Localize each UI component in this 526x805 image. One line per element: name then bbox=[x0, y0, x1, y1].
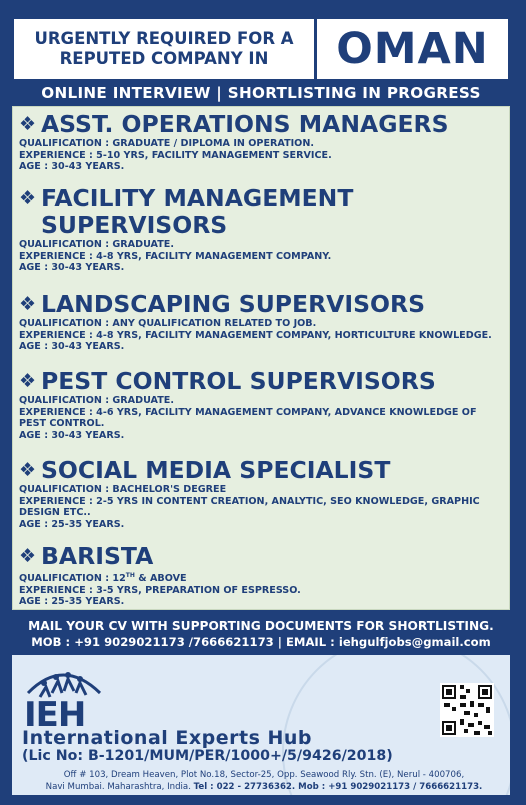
qr-code-icon bbox=[440, 683, 494, 737]
job-title-text: SOCIAL MEDIA SPECIALIST bbox=[41, 456, 391, 484]
job-title-text: FACILITY MANAGEMENT SUPERVISORS bbox=[41, 184, 354, 239]
company-name: International Experts Hub bbox=[22, 727, 313, 749]
diamond-bullet-icon: ❖ bbox=[19, 370, 37, 392]
qualification: QUALIFICATION : ANY QUALIFICATION RELATED TO JOB. bbox=[19, 318, 317, 329]
job-pest-control bbox=[19, 368, 505, 441]
job-title bbox=[19, 185, 505, 239]
mail-instruction: MAIL YOUR CV WITH SUPPORTING DOCUMENTS FOR SHORTLISTING. bbox=[28, 619, 494, 633]
qualification: QUALIFICATION : GRADUATE. bbox=[19, 395, 174, 406]
job-title-text: BARISTA bbox=[41, 542, 154, 570]
job-title-text: LANDSCAPING SUPERVISORS bbox=[41, 290, 426, 318]
age: AGE : 30-43 YEARS. bbox=[19, 341, 125, 353]
mail-band bbox=[12, 613, 510, 653]
experience: EXPERIENCE : 5-10 YRS, FACILITY MANAGEMENT SERVICE. bbox=[19, 149, 332, 161]
diamond-bullet-icon: ❖ bbox=[19, 293, 37, 315]
job-title-text: PEST CONTROL SUPERVISORS bbox=[41, 367, 436, 395]
footer bbox=[12, 655, 510, 795]
diamond-bullet-icon: ❖ bbox=[19, 113, 37, 135]
experience: EXPERIENCE : 2-5 YRS IN CONTENT CREATION, ANALYTIC, SEO KNOWLEDGE, GRAPHIC DESIGN ETC.. bbox=[19, 495, 480, 519]
experience: EXPERIENCE : 3-5 YRS, PREPARATION OF ESPRESSO. bbox=[19, 584, 301, 596]
header-box bbox=[12, 17, 510, 81]
job-title bbox=[19, 368, 505, 395]
experience: EXPERIENCE : 4-8 YRS, FACILITY MANAGEMENT COMPANY. bbox=[19, 250, 332, 262]
experience: EXPERIENCE : 4-6 YRS, FACILITY MANAGEMENT COMPANY, ADVANCE KNOWLEDGE OF PEST CONTROL. bbox=[19, 406, 477, 430]
interview-banner: ONLINE INTERVIEW | SHORTLISTING IN PROGRESS bbox=[41, 84, 481, 102]
job-title bbox=[19, 291, 505, 318]
age: AGE : 30-43 YEARS. bbox=[19, 161, 125, 173]
job-social-media bbox=[19, 457, 505, 530]
job-title bbox=[19, 457, 505, 484]
address-line-1: Off # 103, Dream Heaven, Plot No.18, Sector-25, Opp. Seawood Rly. Stn. (E), Nerul - 400706, bbox=[63, 770, 465, 780]
logo-text: IEH bbox=[24, 695, 86, 735]
qualification: QUALIFICATION : GRADUATE / DIPLOMA IN OPERATION. bbox=[19, 138, 315, 149]
qualification: QUALIFICATION : GRADUATE. bbox=[19, 239, 174, 250]
address bbox=[22, 769, 506, 793]
header-text bbox=[14, 19, 314, 79]
qualification: QUALIFICATION : BACHELOR'S DEGREE bbox=[19, 484, 227, 495]
jobs-panel bbox=[12, 106, 510, 610]
job-ops-managers bbox=[19, 111, 505, 173]
experience: EXPERIENCE : 4-8 YRS, FACILITY MANAGEMENT COMPANY, HORTICULTURE KNOWLEDGE. bbox=[19, 329, 492, 341]
job-fm-supervisors bbox=[19, 185, 505, 274]
age: AGE : 30-43 YEARS. bbox=[19, 262, 125, 274]
job-title bbox=[19, 111, 505, 138]
header-line-1: URGENTLY REQUIRED FOR A bbox=[34, 29, 294, 48]
job-title-text: ASST. OPERATIONS MANAGERS bbox=[41, 110, 449, 138]
job-barista bbox=[19, 543, 505, 608]
age: AGE : 25-35 YEARS. bbox=[19, 596, 125, 608]
diamond-bullet-icon: ❖ bbox=[19, 459, 37, 481]
header-line-2: REPUTED COMPANY IN bbox=[59, 49, 269, 68]
job-title bbox=[19, 543, 505, 570]
address-line-2: Navi Mumbai. Maharashtra, India. Tel : 022 - 27736362. Mob : +91 9029021173 / 7666621173. bbox=[45, 782, 483, 792]
job-landscaping bbox=[19, 291, 505, 353]
contact-line: MOB : +91 9029021173 /7666621173 | EMAIL : iehgulfjobs@gmail.com bbox=[31, 635, 491, 649]
qualification: QUALIFICATION : 12TH & ABOVE bbox=[19, 572, 187, 585]
diamond-bullet-icon: ❖ bbox=[19, 545, 37, 567]
diamond-bullet-icon: ❖ bbox=[19, 187, 37, 209]
license-number: (Lic No: B-1201/MUM/PER/1000+/5/9426/2018) bbox=[22, 748, 393, 764]
age: AGE : 25-35 YEARS. bbox=[19, 518, 125, 530]
country-name: OMAN bbox=[336, 24, 489, 74]
age: AGE : 30-43 YEARS. bbox=[19, 429, 125, 441]
